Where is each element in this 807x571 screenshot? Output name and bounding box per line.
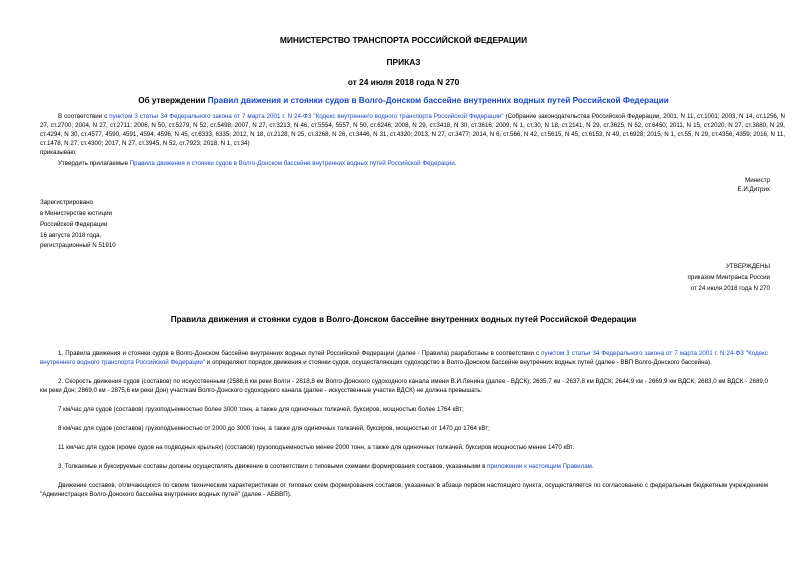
signature-block xyxy=(600,177,770,195)
rules-item-2-speed-1: 7 км/час для судов (составов) грузоподъемностью более 3000 тонн, а также для одиночных толкачей, буксиров, мощностью более 1764 кВт; xyxy=(58,405,464,413)
rules-item-3-paragraph-2: Движение составов, отличающихся по своим техническим характеристикам от типовых схем формирования составов, указанных в абзаце первом настоящего пункта, осуществляется по согласованию с федеральным бюджетным учреждением "Администрация Волго-Донского бассейна внутренних водных путей" (далее - АБВВП). xyxy=(40,481,768,498)
rules-item-2-speed-3: 11 км/час для судов (кроме судов на подводных крыльях) (составов) грузоподъемностью менее 2000 тонн, а также для одиночных толкачей, буксиров мощностью менее 1470 кВт. xyxy=(58,443,575,451)
rules-item-1-text-b: и определяют порядок движения и стоянки судов, осуществляющих судоходство в Волго-Донском бассейне внутренних водных путей (далее - ВВП Волго-Донского бассейна). xyxy=(205,358,712,366)
order-title-prefix: Об утверждении xyxy=(138,96,208,105)
registration-line: регистрационный N 51910 xyxy=(40,242,116,250)
preamble-paragraph xyxy=(40,113,785,169)
order-title xyxy=(0,95,807,107)
preamble-order-word: приказываю: xyxy=(40,148,77,156)
order-title-link[interactable]: Правил движения и стоянки судов в Волго-Донском бассейне внутренних водных путей Российской Федерации xyxy=(207,96,669,105)
rules-item-1 xyxy=(40,350,768,368)
signature-name: Е.И.Дитрих xyxy=(737,185,770,193)
preamble-text-a: В соответствии с xyxy=(58,113,110,120)
registration-line: Российской Федерации xyxy=(40,220,108,228)
approved-line: от 24 июля 2018 года N 270 xyxy=(690,284,770,292)
preamble-law-link[interactable]: пунктом 3 статьи 34 Федерального закона от 7 марта 2001 г. N 24-ФЗ "Кодекс внутреннего водного транспорта Российской Федерации" xyxy=(109,113,504,120)
approve-text-b: . xyxy=(454,159,457,167)
approved-line: УТВЕРЖДЕНЫ xyxy=(726,263,770,270)
doc-date-number: от 24 июля 2018 года N 270 xyxy=(347,77,460,87)
preamble-text-b: (Собрание законодательства Российской Федерации, 2001, N 11, ст.1001; 2003, N 14, ст.1256, N 27, ст.2700; 2004, N 27, ст.2711; 2006, N 50, ст.5279, N 52, ст.5498; 2007, N 27, ст.3213, N 46, ст.5554, 5557, N 50, ст.6246; 2008, N 29, ст.3418, N 30, ст.3616; 2009, N 1, ст.30, N 18, ст.2141, N 29, ст.3625, N 52, ст.6450; 2011, N 15, ст.2020, N 27, ст.3880, N 29, ст.4294, N 30, ст.4577, 4590, 4591, 4594, 4596, N 45, ст.6333, 6335; 2012, N 18, ст.2128, N 25, ст.3268, N 26, ст.3446, N 31, ст.4320; 2013, N 27, ст.3477; 2014, N 6, ст.566, N 42, ст.5615, N 45, ст.6153, N 49, ст.6928; 2015, N 1, ст.55, N 29, ст.4356, 4359; 2016, N 11, ст.1478, N 27, ст.4300; 2017, N 27, ст.3945, N 52, ст.7923; 2018, N 1, ст.34) xyxy=(40,113,786,147)
approve-text-a: Утвердить прилагаемые xyxy=(58,159,130,167)
registration-block xyxy=(40,198,240,252)
rules-item-3 xyxy=(40,463,768,472)
registration-line: в Министерстве юстиции xyxy=(40,209,113,217)
doc-type-heading: ПРИКАЗ xyxy=(386,57,421,67)
rules-item-3-text-a: 3. Толкаемые и буксируемые составы должны осуществлять движение в соответствии с типовыми схемами формирования составов, указанными в xyxy=(58,462,488,470)
approve-rules-link[interactable]: Правила движения и стоянки судов в Волго-Донском бассейне внутренних водных путей Российской Федерации xyxy=(129,159,455,167)
rules-body xyxy=(40,350,768,500)
rules-item-2-speed-2: 8 км/час для судов (составов) грузоподъемностью от 2000 до 3000 тонн, а также для одиночных толкачей, буксиров, мощностью от 1470 до 1764 кВт; xyxy=(58,424,490,432)
approved-block xyxy=(580,262,770,295)
registration-line: Зарегистрировано xyxy=(40,199,93,206)
registration-line: 16 августа 2018 года, xyxy=(40,231,102,239)
approve-paragraph xyxy=(40,160,785,169)
rules-item-1-text-a: 1. Правила движения и стоянки судов в Волго-Донском бассейне внутренних водных путей Российской Федерации (далее - Правила) разработаны в соответствии с xyxy=(58,350,542,357)
appendix-link[interactable]: приложении к настоящим Правилам xyxy=(487,462,592,470)
rules-item-1-law-link[interactable]: пунктом 3 статьи 34 Федерального закона от 7 марта 2001 г. N 24-ФЗ "Кодекс внутреннего водного транспорта Российской Федерации" xyxy=(40,350,768,366)
ministry-heading: МИНИСТЕРСТВО ТРАНСПОРТА РОССИЙСКОЙ ФЕДЕРАЦИИ xyxy=(279,35,528,45)
rules-item-3-text-b: . xyxy=(591,462,594,470)
rules-title: Правила движения и стоянки судов в Волго-Донском бассейне внутренних водных путей Российской Федерации xyxy=(170,315,637,324)
rules-item-2: 2. Скорость движения судов (составов) по искусственным (2588,6 км реки Волги - 2618,8 км Волго-Донского судоходного канала имени В.И.Ленина (далее - ВДСК); 2635,7 км - 2637,8 км ВДСК; 2644,9 км - 2669,9 км ВДСК; 2683,0 км ВДСК - 2689,0 км реки Дон; 2869,0 км - 2875,6 км реки Дон) участкам Волго-Донского судоходного канала (далее - искусственные участки ВДСК) не должна превышать: xyxy=(40,377,768,394)
signature-role: Министр xyxy=(745,177,770,184)
preamble-text xyxy=(40,113,785,149)
approved-line: приказом Минтранса России xyxy=(687,273,770,281)
